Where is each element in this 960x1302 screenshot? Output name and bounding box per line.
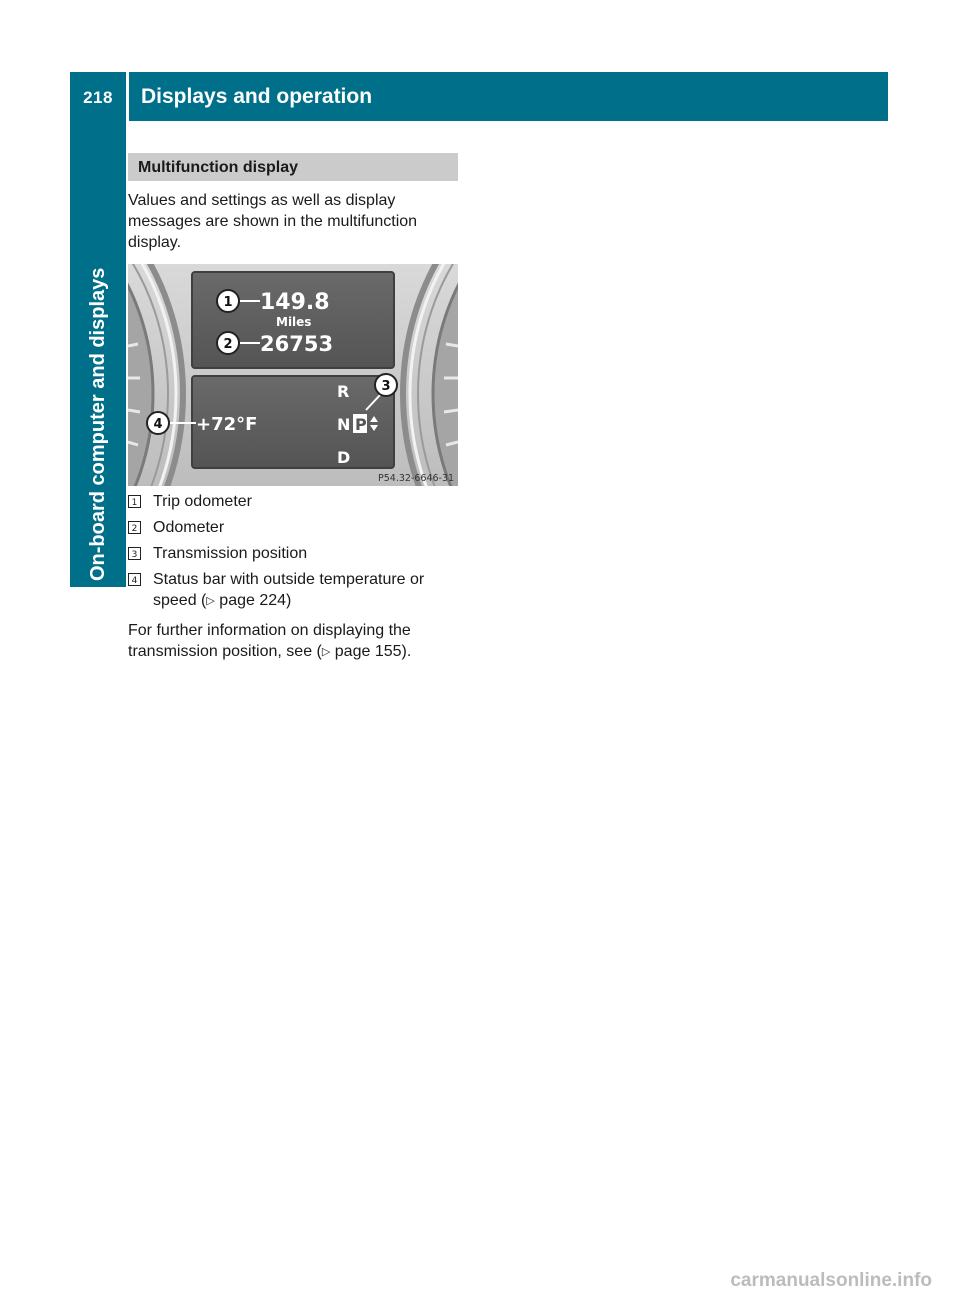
main-content bbox=[128, 153, 458, 663]
legend-item: 4 Status bar with outside temperature or speed (▷ page 224) bbox=[128, 569, 458, 612]
svg-text:4: 4 bbox=[131, 576, 138, 586]
callout-number-icon bbox=[128, 573, 141, 586]
svg-text:4: 4 bbox=[153, 417, 163, 432]
svg-text:3: 3 bbox=[131, 550, 138, 560]
svg-text:1: 1 bbox=[223, 295, 233, 310]
instrument-cluster-illustration bbox=[128, 264, 458, 486]
page-ref-arrow-icon: ▷ bbox=[206, 595, 215, 607]
page-ref-arrow-icon: ▷ bbox=[321, 646, 331, 658]
legend-text: Status bar with outside temperature or speed ( bbox=[153, 571, 425, 609]
side-tab bbox=[70, 121, 126, 587]
gear-p: P bbox=[355, 415, 367, 434]
svg-text:2: 2 bbox=[131, 524, 138, 534]
callout-2 bbox=[217, 332, 239, 354]
svg-text:3: 3 bbox=[381, 379, 391, 394]
further-info-paragraph: For further information on displaying the transmission position, see (▷ page 155). bbox=[128, 622, 412, 660]
legend-list bbox=[128, 491, 458, 612]
footer-watermark: carmanualsonline.info bbox=[730, 1270, 932, 1291]
gear-n: N bbox=[337, 415, 351, 434]
intro-text: Values and settings as well as display messages are shown in the multifunction display. bbox=[128, 192, 418, 251]
callout-number-icon bbox=[128, 521, 141, 534]
legend-item bbox=[128, 491, 458, 512]
callout-number-icon bbox=[128, 547, 141, 560]
gear-d: D bbox=[337, 448, 351, 467]
header-title: Displays and operation bbox=[141, 85, 373, 108]
multifunction-display-figure bbox=[128, 264, 458, 486]
legend-item bbox=[128, 543, 458, 564]
figure-reference-code: P54.32-6646-31 bbox=[378, 473, 455, 484]
trip-odometer-value: 149.8 bbox=[260, 290, 330, 315]
odometer-value: 26753 bbox=[260, 332, 334, 356]
callout-4 bbox=[147, 412, 169, 434]
page-reference-link[interactable]: page 224 bbox=[219, 592, 287, 609]
callout-number-icon bbox=[128, 495, 141, 508]
gear-r: R bbox=[337, 382, 350, 401]
legend-text: Odometer bbox=[153, 519, 225, 536]
callout-3 bbox=[375, 374, 397, 396]
callout-1 bbox=[217, 290, 239, 312]
side-tab-title: On-board computer and displays bbox=[87, 267, 109, 581]
svg-text:2: 2 bbox=[223, 337, 233, 352]
page-number: 218 bbox=[83, 88, 113, 107]
page-reference-link[interactable]: page 155 bbox=[334, 643, 402, 660]
section-title: Multifunction display bbox=[128, 153, 458, 181]
header-divider bbox=[126, 72, 129, 121]
outside-temperature: +72°F bbox=[196, 414, 258, 435]
page-header bbox=[70, 72, 888, 121]
legend-text: Trip odometer bbox=[153, 493, 252, 510]
svg-text:1: 1 bbox=[131, 498, 138, 508]
legend-item bbox=[128, 517, 458, 538]
legend-text: Transmission position bbox=[153, 545, 308, 562]
trip-unit: Miles bbox=[276, 315, 312, 329]
